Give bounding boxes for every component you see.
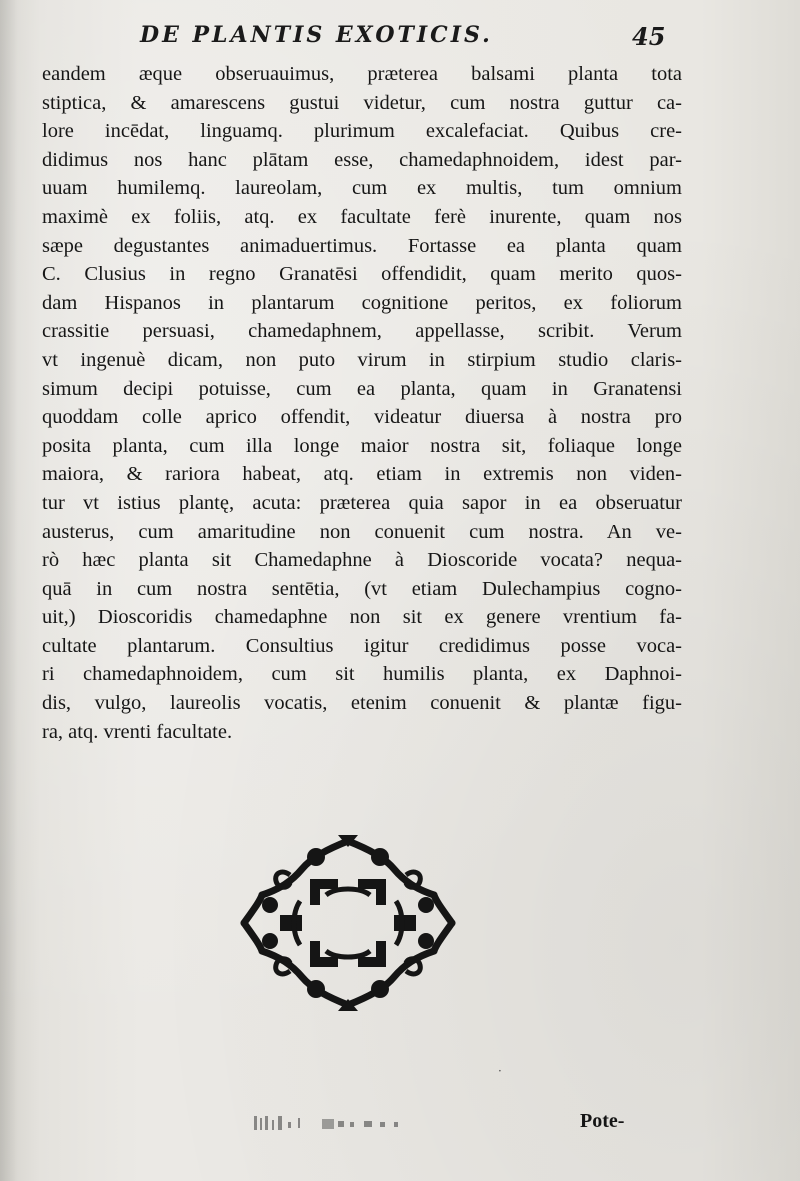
text-line: rò hæc planta sit Chamedaphne à Dioscoride vocata? nequa- [42,549,682,572]
text-line: austerus, cum amaritudine non conuenit cum nostra. An ve- [42,520,682,543]
text-line: didimus nos hanc plātam esse, chamedaphnoidem, idest par- [42,148,682,171]
printers-mark: · [498,1064,502,1078]
text-line: sæpe degustantes animaduertimus. Fortasse ea planta quam [42,234,682,257]
text-line: uuam humilemq. laureolam, cum ex multis, tum omnium [42,177,682,200]
catchword: Pote- [580,1110,625,1132]
text-line: maximè ex foliis, atq. ex facultate ferè inurente, quam nos [42,205,682,228]
text-line: vt ingenuè dicam, non puto virum in stirpium studio claris- [42,348,682,371]
woodcut-fleuron-ornament-icon [240,835,456,1011]
text-line: dam Hispanos in plantarum cognitione peritos, ex foliorum [42,291,682,314]
text-line: simum decipi potuisse, cum ea planta, quam in Granatensi [42,377,682,400]
text-line: quoddam colle aprico offendit, videatur diuersa à nostra pro [42,406,682,429]
text-line: ri chamedaphnoidem, cum sit humilis planta, ex Daphnoi- [42,663,682,686]
text-line: lore incēdat, linguamq. plurimum excalefaciat. Quibus cre- [42,120,682,143]
text-line: posita planta, cum illa longe maior nostra sit, foliaque longe [42,434,682,457]
text-line: quā in cum nostra sentētia, (vt etiam Dulechampius cogno- [42,577,682,600]
running-head: DE PLANTIS EXOTICIS. [140,22,493,48]
text-line: maiora, & rariora habeat, atq. etiam in extremis non viden- [42,463,682,486]
text-line: eandem æque obseruauimus, præterea balsami planta tota [42,63,682,85]
text-line: tur vt istius plantę, acuta: præterea quia sapor in ea obseruatur [42,491,682,514]
library-stamp-icon [252,1110,412,1136]
text-line: stiptica, & amarescens gustui videtur, cum nostra guttur ca- [42,91,682,114]
text-line: crassitie persuasi, chamedaphnem, appellasse, scribit. Verum [42,320,682,343]
body-text [42,60,682,746]
text-line: uit,) Dioscoridis chamedaphne non sit ex genere vrentium fa- [42,606,682,629]
text-line: cultate plantarum. Consultius igitur credidimus posse voca- [42,634,682,657]
text-line: C. Clusius in regno Granatēsi offendidit, quam merito quos- [42,263,682,286]
text-line: ra, atq. vrenti facultate. [42,720,233,743]
gutter-shadow [0,0,18,1181]
text-line: dis, vulgo, laureolis vocatis, etenim conuenit & plantæ figu- [42,692,682,715]
page-number: 45 [632,22,666,51]
